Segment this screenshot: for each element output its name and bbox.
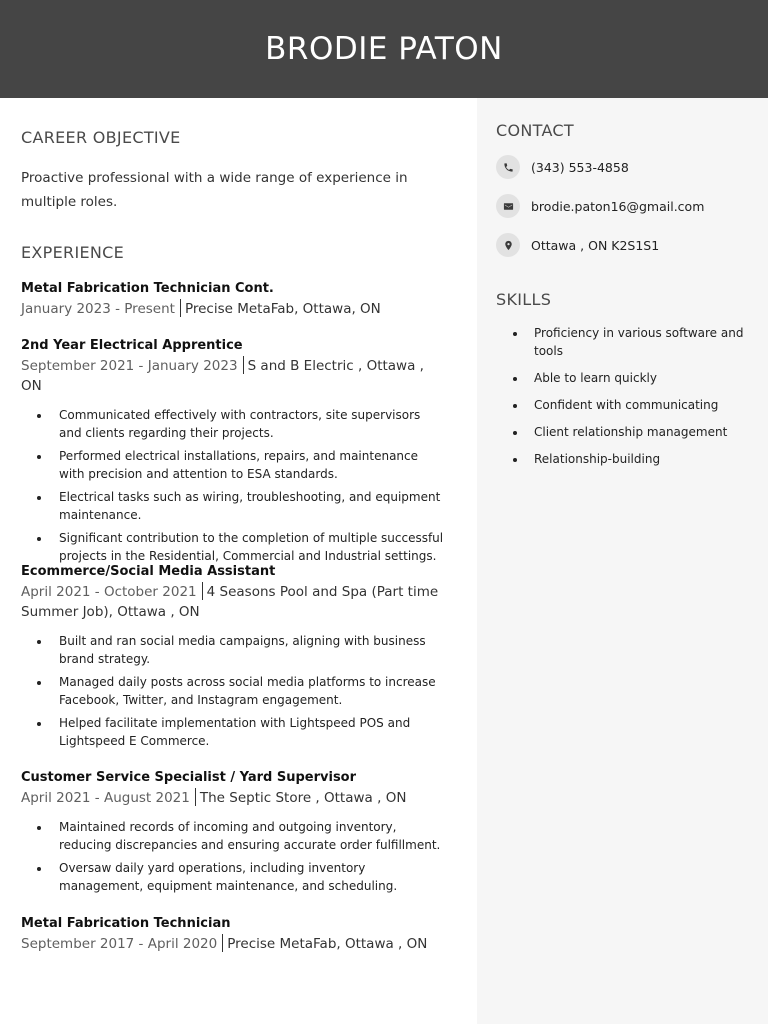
location-icon — [496, 233, 520, 257]
job-meta — [21, 582, 446, 622]
list-item: Able to learn quickly — [534, 370, 744, 388]
job-meta — [21, 356, 446, 396]
job-dates: April 2021 - August 2021 — [21, 790, 190, 806]
objective-heading: CAREER OBJECTIVE — [21, 128, 181, 147]
divider — [202, 582, 203, 600]
list-item: Relationship-building — [534, 451, 744, 469]
main-column — [0, 98, 477, 1024]
contact-heading: CONTACT — [496, 121, 574, 140]
job-bullets — [21, 633, 446, 750]
divider — [243, 356, 244, 374]
job-dates: September 2021 - January 2023 — [21, 358, 238, 374]
list-item: Managed daily posts across social media platforms to increase Facebook, Twitter, and Instagram engagement. — [59, 674, 446, 709]
job-meta — [21, 788, 446, 808]
job-company: Precise MetaFab, Ottawa, ON — [184, 301, 381, 317]
job-title: Ecommerce/Social Media Assistant — [21, 564, 276, 579]
contact-email — [496, 194, 704, 218]
list-item: Performed electrical installations, repairs, and maintenance with precision and attention to ESA standards. — [59, 448, 446, 483]
job-dates: April 2021 - October 2021 — [21, 584, 197, 600]
list-item: Built and ran social media campaigns, aligning with business brand strategy. — [59, 633, 446, 668]
list-item: Maintained records of incoming and outgoing inventory, reducing discrepancies and ensuring accurate order fulfillment. — [59, 819, 446, 854]
contact-phone — [496, 155, 629, 179]
list-item: Communicated effectively with contractors, site supervisors and clients regarding their projects. — [59, 407, 446, 442]
list-item: Oversaw daily yard operations, including inventory management, equipment maintenance, and scheduling. — [59, 860, 446, 895]
email-icon — [496, 194, 520, 218]
phone-text: (343) 553-4858 — [531, 159, 629, 175]
sidebar — [477, 98, 768, 1024]
job-entry — [21, 563, 446, 756]
job-title: Customer Service Specialist / Yard Supervisor — [21, 770, 357, 785]
job-title: Metal Fabrication Technician — [21, 916, 231, 931]
phone-icon — [496, 155, 520, 179]
skills-list — [534, 325, 744, 478]
list-item: Confident with communicating — [534, 397, 744, 415]
candidate-name: BRODIE PATON — [265, 31, 503, 67]
location-text: Ottawa , ON K2S1S1 — [531, 237, 660, 253]
objective-text: Proactive professional with a wide range of experience in multiple roles. — [21, 170, 408, 210]
job-company: S and B Electric , Ottawa , ON — [21, 358, 424, 394]
divider — [222, 934, 223, 952]
skills-heading: SKILLS — [496, 290, 552, 309]
job-entry — [21, 337, 446, 571]
list-item: Helped facilitate implementation with Lightspeed POS and Lightspeed E Commerce. — [59, 715, 446, 750]
job-dates: September 2017 - April 2020 — [21, 936, 218, 952]
job-title: 2nd Year Electrical Apprentice — [21, 338, 243, 353]
job-entry — [21, 280, 446, 319]
list-item: Proficiency in various software and tools — [534, 325, 744, 360]
job-bullets — [21, 819, 446, 895]
experience-heading: EXPERIENCE — [21, 243, 125, 262]
job-company: 4 Seasons Pool and Spa (Part time Summer Job), Ottawa , ON — [21, 584, 439, 620]
job-meta — [21, 299, 446, 319]
job-entry — [21, 915, 446, 954]
contact-location — [496, 233, 659, 257]
email-link[interactable]: brodie.paton16@gmail.com — [531, 198, 705, 214]
list-item: Client relationship management — [534, 424, 744, 442]
list-item: Electrical tasks such as wiring, troubleshooting, and equipment maintenance. — [59, 489, 446, 524]
job-title: Metal Fabrication Technician Cont. — [21, 281, 274, 296]
job-meta — [21, 934, 446, 954]
job-dates: January 2023 - Present — [21, 301, 175, 317]
job-bullets — [21, 407, 446, 565]
job-company: Precise MetaFab, Ottawa , ON — [227, 936, 428, 952]
job-company: The Septic Store , Ottawa , ON — [199, 790, 407, 806]
list-item: Significant contribution to the completion of multiple successful projects in the Residential, Commercial and Industrial settings. — [59, 530, 446, 565]
job-entry — [21, 769, 446, 901]
divider — [180, 299, 181, 317]
divider — [195, 788, 196, 806]
resume-header — [0, 0, 768, 98]
